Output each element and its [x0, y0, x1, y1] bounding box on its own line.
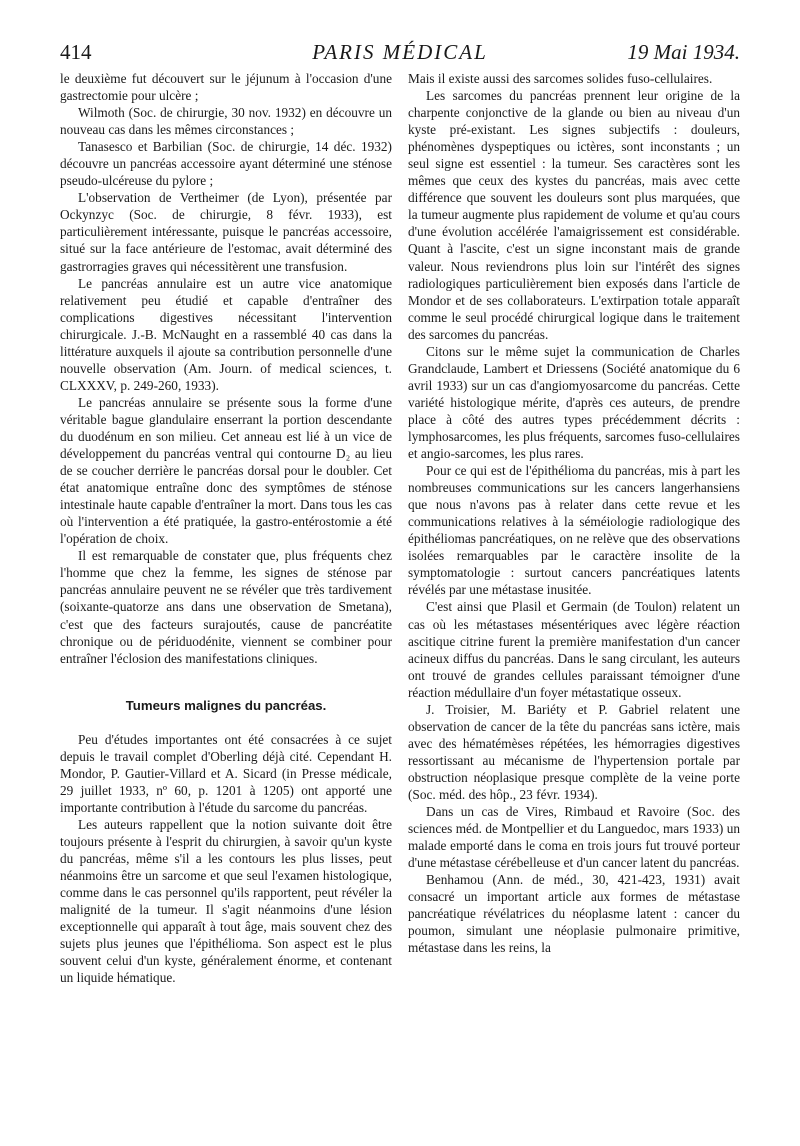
- left-column: [60, 70, 392, 986]
- paragraph: le deuxième fut découvert sur le jéjunum à l'occasion d'une gastrectomie pour ulcère ;: [60, 71, 392, 104]
- paragraph: Le pancréas annulaire se présente sous la forme d'une véritable bague glandulaire enserrant la portion descendante du duodénum en son milieu. Cet anneau est lié à un vice de développement du pancréas ventral qui contourne D₂ au lieu de se coucher derrière le pancréas dorsal pour le doubler. Cet état anatomique entraîne donc des symptômes de sténose intestinale haute capable d'entraîner la mort. Dans tous les cas où l'intervention a été pratiquée, la gastro-entérostomie a été l'opération de choix.: [60, 394, 392, 547]
- paragraph: Citons sur le même sujet la communication de Charles Grandclaude, Lambert et Driessens (Société anatomique du 6 avril 1933) sur un cas d'angiomyosarcome du pancréas. Cette variété histologique mérite, d'après ces auteurs, de prendre place à côté des autres types précédemment décrits : lymphosarcomes, les plus fréquents, sarcomes fuso-cellulaires et angio-sarcomes, les plus rares.: [408, 343, 740, 462]
- paragraph: Le pancréas annulaire est un autre vice anatomique relativement peu étudié et capable d'entraîner des complications digestives nécessitant l'intervention chirurgicale. J.-B. McNaught en a rassemblé 40 cas dans la littérature auxquels il ajoute sa contribution personnelle d'une nouvelle observation (Am. Journ. of medical sciences, t. CLXXXV, p. 249-260, 1933).: [60, 275, 392, 393]
- paragraph: Dans un cas de Vires, Rimbaud et Ravoire (Soc. des sciences méd. de Montpellier et du Languedoc, mars 1933) un malade emporté dans le coma en trois jours fut trouvé porteur d'une métastase cérébelleuse et d'un cancer latent du pancréas.: [408, 804, 740, 871]
- paragraph: Benhamou (Ann. de méd., 30, 421-423, 1931) avait consacré un important article aux formes de métastase pancréatique révélatrices du néoplasme latent : cancer du poumon, simulant une néoplasie pulmonaire primitive, métastase dans les reins, la: [408, 872, 740, 956]
- paragraph: Il est remarquable de constater que, plus fréquents chez l'homme que chez la femme, les signes de sténose par pancréas annulaire peuvent ne se révéler que très tardivement (soixante-quatorze ans dans une observation de Smetana), c'est que des facteurs surajoutés, cause de pancréatite chronique ou de périduodénite, viennent se combiner pour entraîner l'éclosion des manifestations cliniques.: [60, 548, 392, 666]
- journal-title: PARIS MÉDICAL: [312, 40, 488, 64]
- page-number: 414: [60, 40, 92, 64]
- right-column: [408, 70, 740, 956]
- paragraph: C'est ainsi que Plasil et Germain (de Toulon) relatent un cas où les métastases mésentériques avec légère réaction ascitique citrine furent la première manifestation d'un cancer acineux diffus du pancréas. Dans le sang circulant, les auteurs ont trouvé de grandes cellules paraissant témoigner d'une réaction médullaire d'un foyer métastatique osseux.: [408, 599, 740, 700]
- paragraph: Pour ce qui est de l'épithélioma du pancréas, mis à part les nombreuses communications sur les cancers langerhansiens que nous n'avons pas à relater dans cette revue et les communications relatives à la séméiologie radiologique des épithéliomas pancréatiques, on ne relève que des observations isolées remarquables par le caractère insolite de la symptomatologie : surtout cancers pancréatiques latents révélés par une métastase inusitée.: [408, 463, 740, 598]
- page-header: [60, 40, 740, 68]
- paragraph: J. Troisier, M. Bariéty et P. Gabriel relatent une observation de cancer de la tête du pancréas sans ictère, mais avec des hématémèses répétées, les hémorragies digestives ressortissant au mécanisme de l'hypertension portale par obstruction néoplasique presque complète de la veine porte (Soc. méd. des hôp., 23 févr. 1934).: [408, 701, 740, 802]
- paragraph: Mais il existe aussi des sarcomes solides fuso-cellulaires.: [408, 71, 713, 86]
- section-heading: Tumeurs malignes du pancréas.: [125, 697, 327, 713]
- issue-date: 19 Mai 1934.: [627, 40, 740, 64]
- paragraph: Wilmoth (Soc. de chirurgie, 30 nov. 1932) en découvre un nouveau cas dans les mêmes circonstances ;: [60, 105, 392, 138]
- paragraph: Les auteurs rappellent que la notion suivante doit être toujours présente à l'esprit du chirurgien, à savoir qu'un kyste du pancréas, même s'il a les contours les plus lisses, peut néanmoins être un sarcome et que seul l'examen histologique, comme dans le cas personnel qu'ils rapportent, peut révéler la malignité de la tumeur. Il s'agit néanmoins d'une lésion exceptionnelle qui apparaît à tout âge, mais souvent chez des sujets plus jeunes que l'épithélioma. Son aspect est le plus souvent celui d'un kyste, généralement énorme, et contenant un liquide hématique.: [60, 816, 392, 986]
- paragraph: Peu d'études importantes ont été consacrées à ce sujet depuis le travail complet d'Oberling déjà cité. Cependant H. Mondor, P. Gautier-Villard et A. Sicard (in Presse médicale, 29 juillet 1933, nº 60, p. 1201 à 1205) ont apporté une importante contribution à l'étude du sarcome du pancréas.: [60, 731, 392, 815]
- paragraph: Les sarcomes du pancréas prennent leur origine de la charpente conjonctive de la glande ou bien au niveau d'un kyste pré-existant. Les signes subjectifs : douleurs, phénomènes dyspeptiques ou ictères, sont inconstants ; un seul signe est essentiel : la tumeur. Ses caractères sont les mêmes que ceux des kystes du pancréas, mais avec cette différence que souvent les douleurs sont plus marquées, que la tumeur augmente plus rapidement de volume et qu'au cours d'une évolution accélérée l'amaigrissement est considérable. Quant à l'ascite, c'est un signe inconstant mais de grande valeur. Nous reviendrons plus loin sur l'intérêt des signes radiologiques particulièrement bien exposés dans l'article de Mondor et de ses collaborateurs. L'extirpation totale apparaît comme le seul procédé chirurgical logique dans le traitement des sarcomes du pancréas.: [408, 88, 740, 342]
- paragraph: L'observation de Vertheimer (de Lyon), présentée par Ockynzyc (Soc. de chirurgie, 8 févr. 1933), est particulièrement intéressante, puisque le pancréas accessoire, situé sur la face antérieure de l'estomac, avait déterminé des gastrorragies graves qui nécessitèrent une transfusion.: [60, 190, 392, 274]
- paragraph: Tanasesco et Barbilian (Soc. de chirurgie, 14 déc. 1932) découvre un pancréas accessoire ayant déterminé une sténose pseudo-ulcéreuse du pylore ;: [60, 139, 392, 189]
